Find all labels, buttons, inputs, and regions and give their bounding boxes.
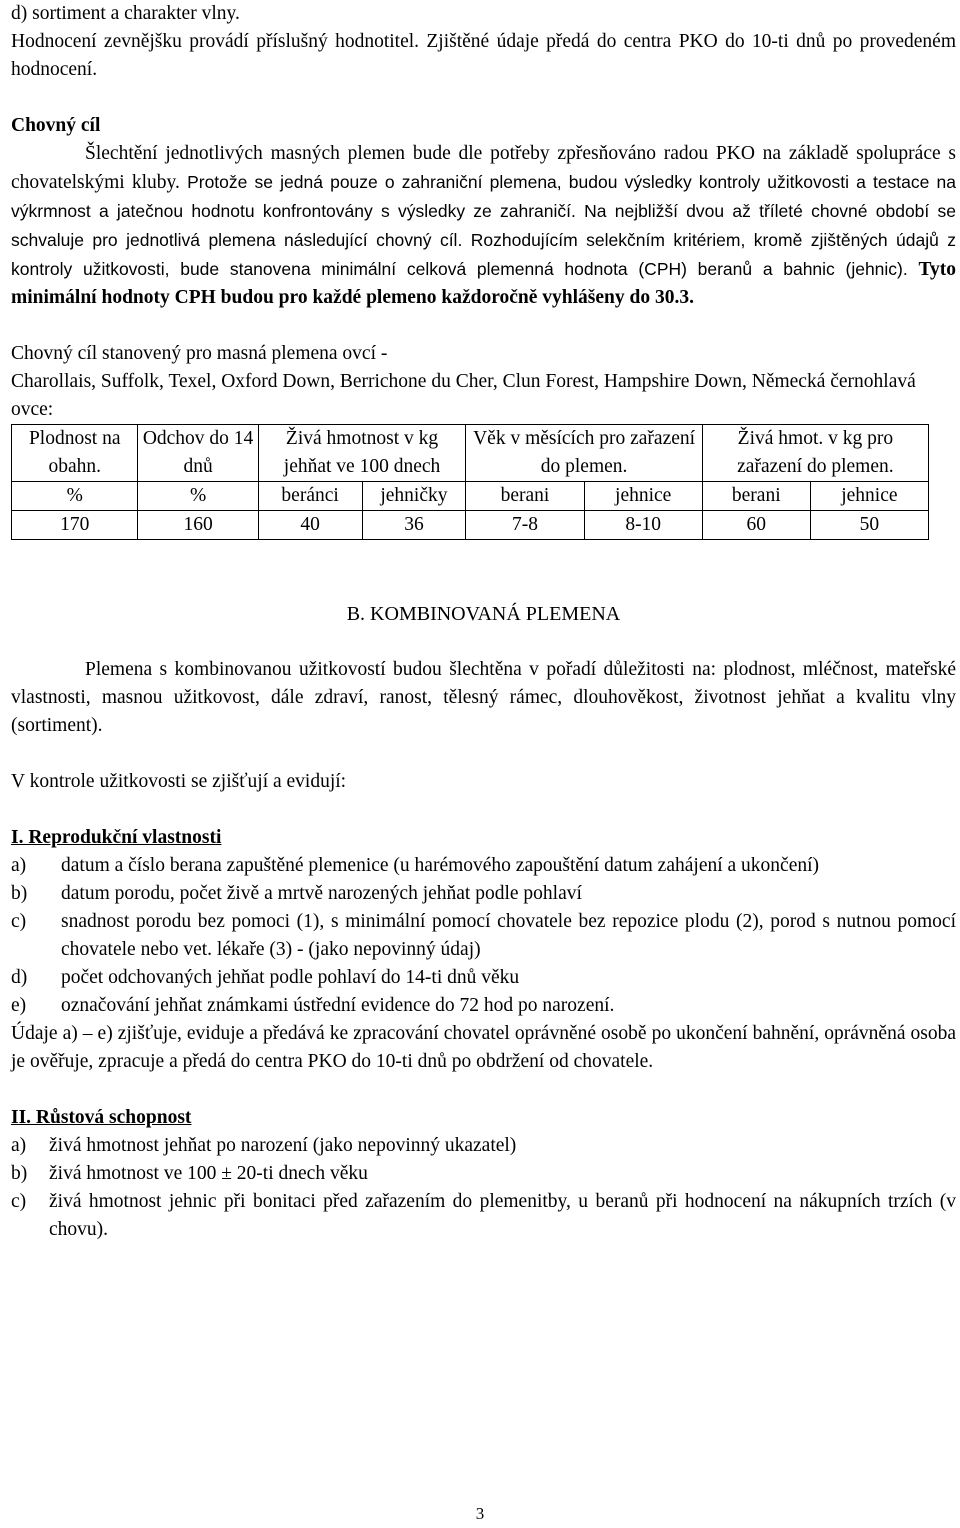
goal-paragraph: Šlechtění jednotlivých masných plemen bude dle potřeby zpřesňováno radou PKO na základě spolupráce s chovatelskými kluby. Protože se jedná pouze o zahraniční plemena, budou výsledky kontroly užitkovosti a testace na výkrmnost a jatečnou hodnotu konfrontovány s výsledky ze zahraničí. Na nejbližší dvou až tříleté chovné období se schvaluje pro jednotlivá plemena následující chovný cíl. Rozhodujícím selekčním kritériem, kromě zjištěných údajů z kontroly užitkovosti, bude stanovena minimální celková plemenná hodnota (CPH) beranů a bahnic (jehnic). Tyto minimální hodnoty CPH budou pro každé plemeno každoročně vyhlášeny do 30.3.: [11, 143, 957, 308]
header-age-registration: Věk v měsících pro zařazení do plemen.: [466, 425, 702, 482]
table-header-row: [12, 425, 929, 482]
list-item: a) živá hmotnost jehňat po narození (jako nepovinný ukazatel): [11, 1135, 517, 1156]
list-item: b) datum porodu, počet živě a mrtvě narozených jehňat podle pohlaví: [11, 883, 582, 904]
item-d-text: d) sortiment a charakter vlny.: [11, 3, 240, 24]
repro-heading: I. Reprodukční vlastnosti: [11, 827, 222, 848]
growth-list: [11, 1132, 956, 1244]
page-number: 3: [475, 1504, 485, 1523]
list-item: c) snadnost porodu bez pomoci (1), s minimální pomocí chovatele bez repozice plodu (2), porod s nutnou pomocí chovatele nebo vet. lékaře (3) - (jako nepovinný údaj): [11, 911, 956, 960]
control-intro: V kontrole užitkovosti se zjišťují a evidují:: [11, 771, 347, 792]
document-page: [11, 0, 956, 1244]
sub-rams: berani: [466, 482, 584, 511]
value-cell: 160: [138, 511, 258, 540]
combined-intro: Plemena s kombinovanou užitkovostí budou šlechtěna v pořadí důležitosti na: plodnost, mléčnost, mateřské vlastnosti, masnou užitkovost, dále zdraví, ranost, tělesný rámec, dlouhověkost, životnost jehňat a kvalitu vlny (sortiment).: [11, 659, 956, 736]
breeding-goal-table: [11, 424, 929, 540]
section-title: B. KOMBINOVANÁ PLEMENA: [346, 603, 621, 625]
value-cell: 50: [810, 511, 928, 540]
unit-percent: %: [12, 482, 138, 511]
value-cell: 170: [12, 511, 138, 540]
list-item: a) datum a číslo berana zapuštěné plemenice (u harémového zapouštění datum zahájení a ukončení): [11, 855, 820, 876]
goal-heading: Chovný cíl: [11, 115, 101, 136]
value-cell: 40: [258, 511, 362, 540]
repro-list: [11, 852, 956, 1020]
unit-percent: %: [138, 482, 258, 511]
list-item: e) označování jehňat známkami ústřední evidence do 72 hod po narození.: [11, 995, 615, 1016]
breeds-intro: Chovný cíl stanovený pro masná plemena ovcí -: [11, 343, 388, 364]
header-rearing: Odchov do 14 dnů: [138, 425, 258, 482]
value-cell: 8-10: [584, 511, 702, 540]
sub-rams: berani: [702, 482, 810, 511]
sub-ewes: jehnice: [810, 482, 928, 511]
breeds-list: Charollais, Suffolk, Texel, Oxford Down, Berrichone du Cher, Clun Forest, Hampshire Down, Německá černohlavá ovce:: [11, 371, 916, 420]
sub-ram-lambs: beránci: [258, 482, 362, 511]
repro-summary: Údaje a) – e) zjišťuje, eviduje a předává ke zpracování chovatel oprávněné osobě po ukončení bahnění, oprávněná osoba je ověřuje, zpracuje a předá do centra PKO do 10-ti dnů po obdržení od chovatele.: [11, 1023, 956, 1072]
rating-note: Hodnocení zevnějšku provádí příslušný hodnotitel. Zjištěné údaje předá do centra PKO do 10-ti dnů po provedeném hodnocení.: [11, 31, 956, 80]
growth-heading: II. Růstová schopnost: [11, 1107, 192, 1128]
value-cell: 7-8: [466, 511, 584, 540]
header-weight-registration: Živá hmot. v kg pro zařazení do plemen.: [702, 425, 928, 482]
sub-ewe-lambs: jehničky: [362, 482, 466, 511]
header-fertility: Plodnost na obahn.: [12, 425, 138, 482]
sub-ewes: jehnice: [584, 482, 702, 511]
list-item: d) počet odchovaných jehňat podle pohlaví do 14-ti dnů věku: [11, 967, 520, 988]
value-cell: 60: [702, 511, 810, 540]
value-cell: 36: [362, 511, 466, 540]
table-row: [12, 511, 929, 540]
header-weight-100: Živá hmotnost v kg jehňat ve 100 dnech: [258, 425, 466, 482]
table-subheader-row: [12, 482, 929, 511]
list-item: c) živá hmotnost jehnic při bonitaci před zařazením do plemenitby, u beranů při hodnocení na nákupních trzích (v chovu).: [11, 1191, 956, 1240]
list-item: b) živá hmotnost ve 100 ± 20-ti dnech věku: [11, 1163, 368, 1184]
